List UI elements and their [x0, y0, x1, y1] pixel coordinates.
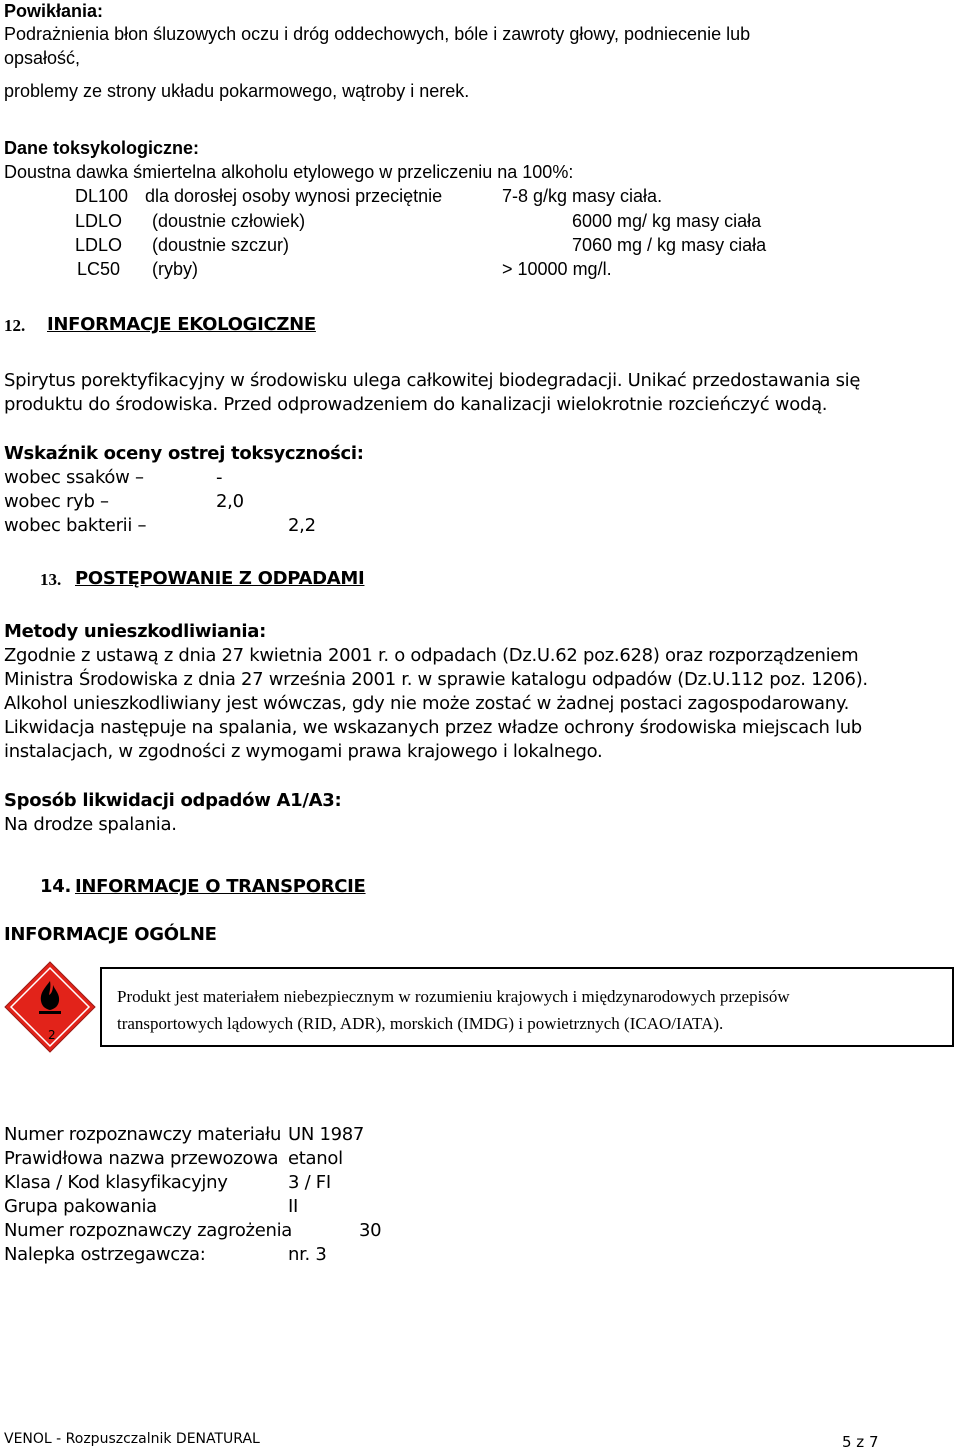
tox-row-2-value: 6000 mg/ kg masy ciała	[572, 211, 762, 231]
section-12-title: INFORMACJE EKOLOGICZNE	[47, 314, 316, 335]
transport-row-4-label: Grupa pakowania	[4, 1196, 157, 1217]
transport-row-3-value: 3 / FI	[288, 1172, 331, 1193]
section-13-title: POSTĘPOWANIE Z ODPADAMI	[75, 568, 365, 589]
toxicity-fish-label: wobec ryb –	[4, 491, 109, 512]
toxicology-intro: Doustna dawka śmiertelna alkoholu etylowego w przeliczeniu na 100%:	[4, 162, 574, 182]
tox-row-4-desc: (ryby)	[152, 259, 198, 279]
transport-row-1-label: Numer rozpoznawczy materiału	[4, 1124, 282, 1145]
toxicity-fish-value: 2,0	[216, 491, 244, 512]
section-12-paragraph-line-1: Spirytus porektyfikacyjny w środowisku ulega całkowitej biodegradacji. Unikać przedostawania się	[4, 370, 861, 391]
tox-row-4-code: LC50	[77, 259, 121, 279]
complications-line-1: Podrażnienia błon śluzowych oczu i dróg oddechowych, bóle i zawroty głowy, podniecenie lub	[4, 24, 751, 44]
toxicology-heading: Dane toksykologiczne:	[4, 138, 200, 158]
complications-heading: Powikłania:	[4, 1, 104, 21]
disposal-methods-line-1: Zgodnie z ustawą z dnia 27 kwietnia 2001 r. o odpadach (Dz.U.62 poz.628) oraz rozporządzeniem	[4, 645, 859, 666]
transport-notice-box	[100, 967, 954, 1047]
section-12-paragraph-line-2: produktu do środowiska. Przed odprowadzeniem do kanalizacji wielokrotnie rozcieńczyć wodą.	[4, 394, 828, 415]
tox-row-3-value: 7060 mg / kg masy ciała	[572, 235, 767, 255]
toxicity-mammals-label: wobec ssaków –	[4, 467, 144, 488]
transport-row-4-value: II	[288, 1196, 299, 1217]
waste-disposal-text: Na drodze spalania.	[4, 814, 177, 835]
disposal-methods-line-5: instalacjach, w zgodności z wymogami prawa krajowego i lokalnego.	[4, 741, 603, 762]
disposal-methods-heading: Metody unieszkodliwiania:	[4, 621, 267, 642]
transport-row-5-value: 30	[359, 1220, 382, 1241]
transport-row-2-value: etanol	[288, 1148, 343, 1169]
transport-row-6-label: Nalepka ostrzegawcza:	[4, 1244, 206, 1265]
section-14-title: INFORMACJE O TRANSPORCIE	[75, 876, 366, 897]
tox-row-4-value: > 10000 mg/l.	[502, 259, 612, 279]
transport-row-2-label: Prawidłowa nazwa przewozowa	[4, 1148, 279, 1169]
complications-line-2: opsałość,	[4, 48, 81, 68]
section-13-number: 13.	[40, 570, 62, 589]
transport-row-5-label: Numer rozpoznawczy zagrożenia	[4, 1220, 293, 1241]
tox-row-3-desc: (doustnie szczur)	[152, 235, 290, 255]
toxicity-mammals-value: -	[216, 467, 223, 488]
disposal-methods-line-3: Alkohol unieszkodliwiany jest wówczas, gdy nie może zostać w żadnej postaci zagospodarowany.	[4, 693, 850, 714]
footer-page-number: 5 z 7	[842, 1433, 879, 1451]
toxicity-bacteria-label: wobec bakterii –	[4, 515, 147, 536]
transport-row-6-value: nr. 3	[288, 1244, 327, 1265]
transport-row-3-label: Klasa / Kod klasyfikacyjny	[4, 1172, 228, 1193]
general-info-heading: INFORMACJE OGÓLNE	[4, 924, 217, 945]
tox-row-1-value: 7-8 g/kg masy ciała.	[502, 186, 663, 206]
tox-row-1-code: DL100	[75, 186, 129, 206]
transport-notice-line-2: transportowych lądowych (RID, ADR), morskich (IMDG) i powietrznych (ICAO/IATA).	[117, 1014, 724, 1033]
tox-row-2-desc: (doustnie człowiek)	[152, 211, 306, 231]
toxicity-index-heading: Wskaźnik oceny ostrej toksyczności:	[4, 443, 364, 464]
hazard-label-digit: 2	[48, 1028, 56, 1042]
section-12-number: 12.	[4, 316, 26, 335]
tox-row-1-desc: dla dorosłej osoby wynosi przeciętnie	[145, 186, 443, 206]
flammable-hazard-label-icon	[4, 961, 96, 1053]
disposal-methods-line-4: Likwidacja następuje na spalania, we wskazanych przez władze ochrony środowiska miejscach lub	[4, 717, 862, 738]
transport-notice-line-1: Produkt jest materiałem niebezpiecznym w rozumieniu krajowych i międzynarodowych przepisów	[117, 987, 790, 1006]
tox-row-3-code: LDLO	[75, 235, 123, 255]
waste-disposal-heading: Sposób likwidacji odpadów A1/A3:	[4, 790, 342, 811]
toxicity-bacteria-value: 2,2	[288, 515, 316, 536]
complications-line-3: problemy ze strony układu pokarmowego, wątroby i nerek.	[4, 81, 470, 101]
section-14-number: 14.	[40, 876, 71, 897]
footer-product-name: VENOL - Rozpuszczalnik DENATURAL	[4, 1431, 260, 1447]
disposal-methods-line-2: Ministra Środowiska z dnia 27 września 2001 r. w sprawie katalogu odpadów (Dz.U.112 poz. 1206).	[4, 669, 868, 690]
tox-row-2-code: LDLO	[75, 211, 123, 231]
transport-row-1-value: UN 1987	[288, 1124, 365, 1145]
